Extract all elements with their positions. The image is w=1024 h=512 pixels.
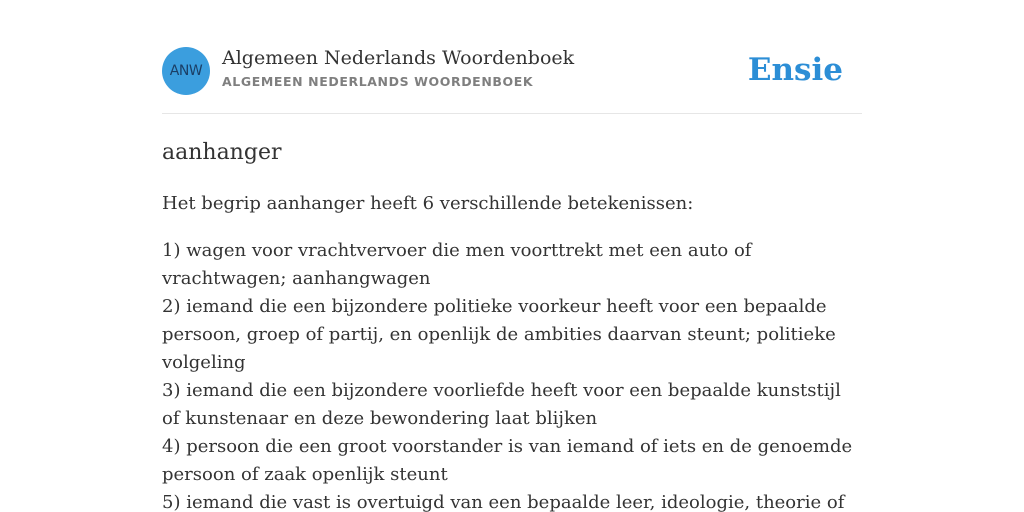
page-title: aanhanger (162, 140, 282, 165)
definition-item-1: 1) wagen voor vrachtvervoer die men voorttrekt met een auto of vrachtwagen; aanhangwagen (162, 240, 752, 289)
definition-list (162, 237, 862, 512)
ensie-brand-link[interactable]: Ensie (747, 52, 843, 88)
site-title[interactable]: Algemeen Nederlands Woordenboek (222, 47, 575, 69)
intro-text: Het begrip aanhanger heeft 6 verschillende betekenissen: (162, 193, 694, 214)
anw-logo[interactable]: ANW (162, 47, 210, 95)
site-subtitle: ALGEMEEN NEDERLANDS WOORDENBOEK (222, 74, 534, 89)
page-container (162, 0, 862, 512)
definition-item-3: 3) iemand die een bijzondere voorliefde heeft voor een bepaalde kunststijl of kunstenaar en deze bewondering laat blijken (162, 380, 841, 429)
site-titles (222, 45, 574, 93)
definition-item-5: 5) iemand die vast is overtuigd van een bepaalde leer, ideologie, theorie of (162, 492, 845, 512)
definition-item-4: 4) persoon die een groot voorstander is van iemand of iets en de genoemde persoon of zaak openlijk steunt (162, 436, 853, 485)
site-header (162, 0, 862, 114)
definition-item-2: 2) iemand die een bijzondere politieke voorkeur heeft voor een bepaalde persoon, groep of partij, en openlijk de ambities daarvan steunt; politieke volgeling (162, 296, 836, 373)
